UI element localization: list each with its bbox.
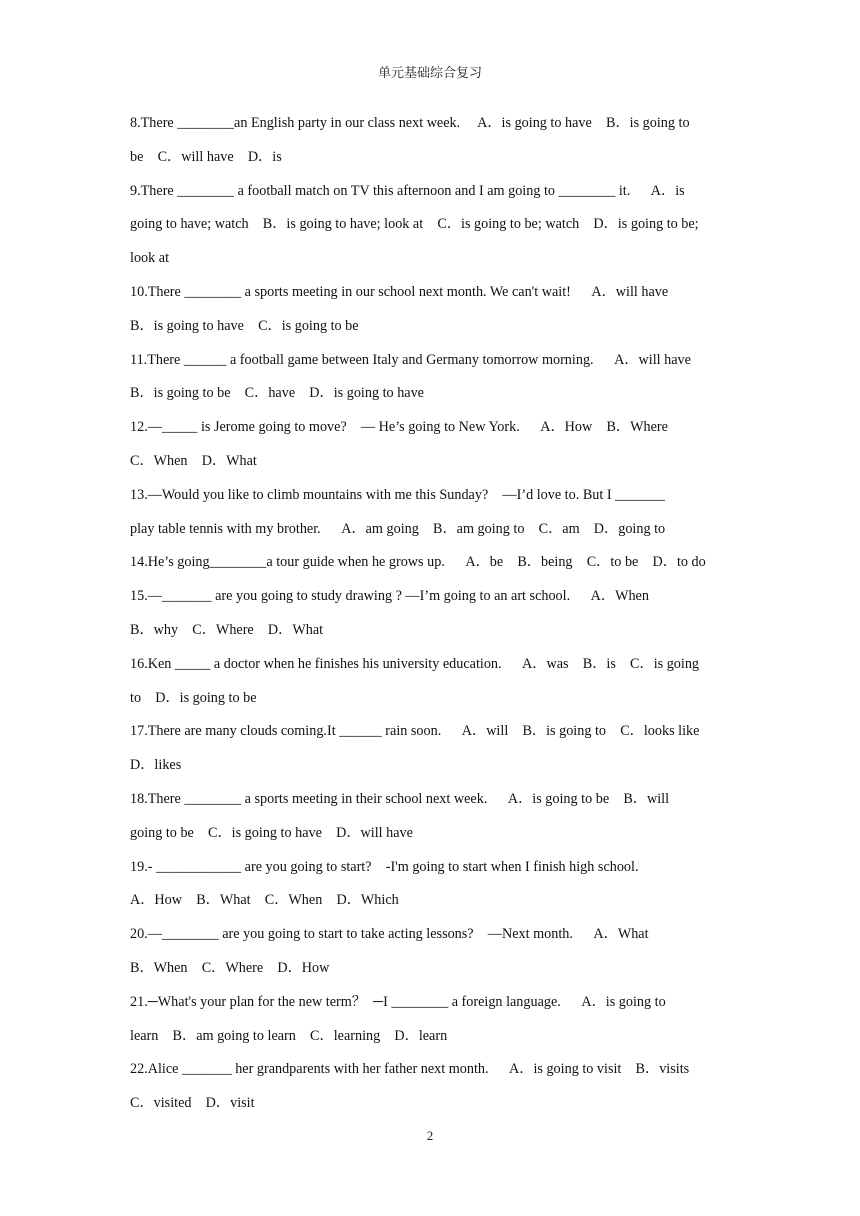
text-line: D．likes xyxy=(130,757,182,774)
text-line: 15.—_______ are you going to study drawing ? —I’m going to an art school. A．When xyxy=(130,588,649,605)
text-line: going to be C．is going to have D．will have xyxy=(130,824,413,841)
text-line: be C．will have D．is xyxy=(130,148,282,165)
text-line: B．When C．Where D．How xyxy=(130,959,330,976)
text-line: 21.─What's your plan for the new term？ ─I ________ a foreign language. A．is going to xyxy=(130,993,666,1010)
text-line: 8.There ________an English party in our class next week. A．is going to have B．is going to xyxy=(130,115,690,131)
text-line: play table tennis with my brother. A．am going B．am going to C．am D．going to xyxy=(130,520,666,537)
text-line: going to have; watch B．is going to have; look at C．is going to be; watch D．is going to be; xyxy=(130,216,699,233)
text-line: look at xyxy=(130,250,170,267)
text-line: C．When D．What xyxy=(130,452,257,469)
text-line: 17.There are many clouds coming.It ______ rain soon. A．will B．is going to C．looks like xyxy=(130,723,700,740)
text-line: 11.There ______ a football game between Italy and Germany tomorrow morning. A．will have xyxy=(130,351,691,368)
text-line: B．is going to have C．is going to be xyxy=(130,317,359,334)
text-line: B．is going to be C．have D．is going to have xyxy=(130,385,424,402)
text-line: 18.There ________ a sports meeting in their school next week. A．is going to be B．will xyxy=(130,790,670,807)
page-number: 2 xyxy=(426,1128,434,1143)
text-line: 22.Alice _______ her grandparents with her father next month. A．is going to visit B．visits xyxy=(130,1061,690,1078)
text-line: 10.There ________ a sports meeting in our school next month. We can't wait! A．will have xyxy=(130,283,669,300)
text-line: 20.—________ are you going to start to take acting lessons? —Next month. A．What xyxy=(130,926,649,943)
question-list xyxy=(130,110,732,1124)
page-header: 单元基础综合复习 xyxy=(377,65,482,80)
text-line: 16.Ken _____ a doctor when he finishes his university education. A．was B．is C．is going xyxy=(130,655,700,672)
text-line: learn B．am going to learn C．learning D．learn xyxy=(130,1027,448,1044)
text-line: 13.—Would you like to climb mountains with me this Sunday? —I’d love to. But I _______ xyxy=(130,486,665,503)
text-line: 19.- ____________ are you going to start? -I'm going to start when I finish high school. xyxy=(130,858,639,875)
text-line: to D．is going to be xyxy=(130,689,257,706)
text-line: A．How B．What C．When D．Which xyxy=(130,892,399,909)
text-line: B．why C．Where D．What xyxy=(130,621,324,638)
text-line: 12.—_____ is Jerome going to move? — He’s going to New York. A．How B．Where xyxy=(130,419,668,436)
text-line: 14.He’s going________a tour guide when he grows up. A．be B．being C．to be D．to do xyxy=(130,554,706,571)
text-line: 9.There ________ a football match on TV this afternoon and I am going to ________ it. A．is xyxy=(130,182,685,199)
text-line: C．visited D．visit xyxy=(130,1095,255,1112)
